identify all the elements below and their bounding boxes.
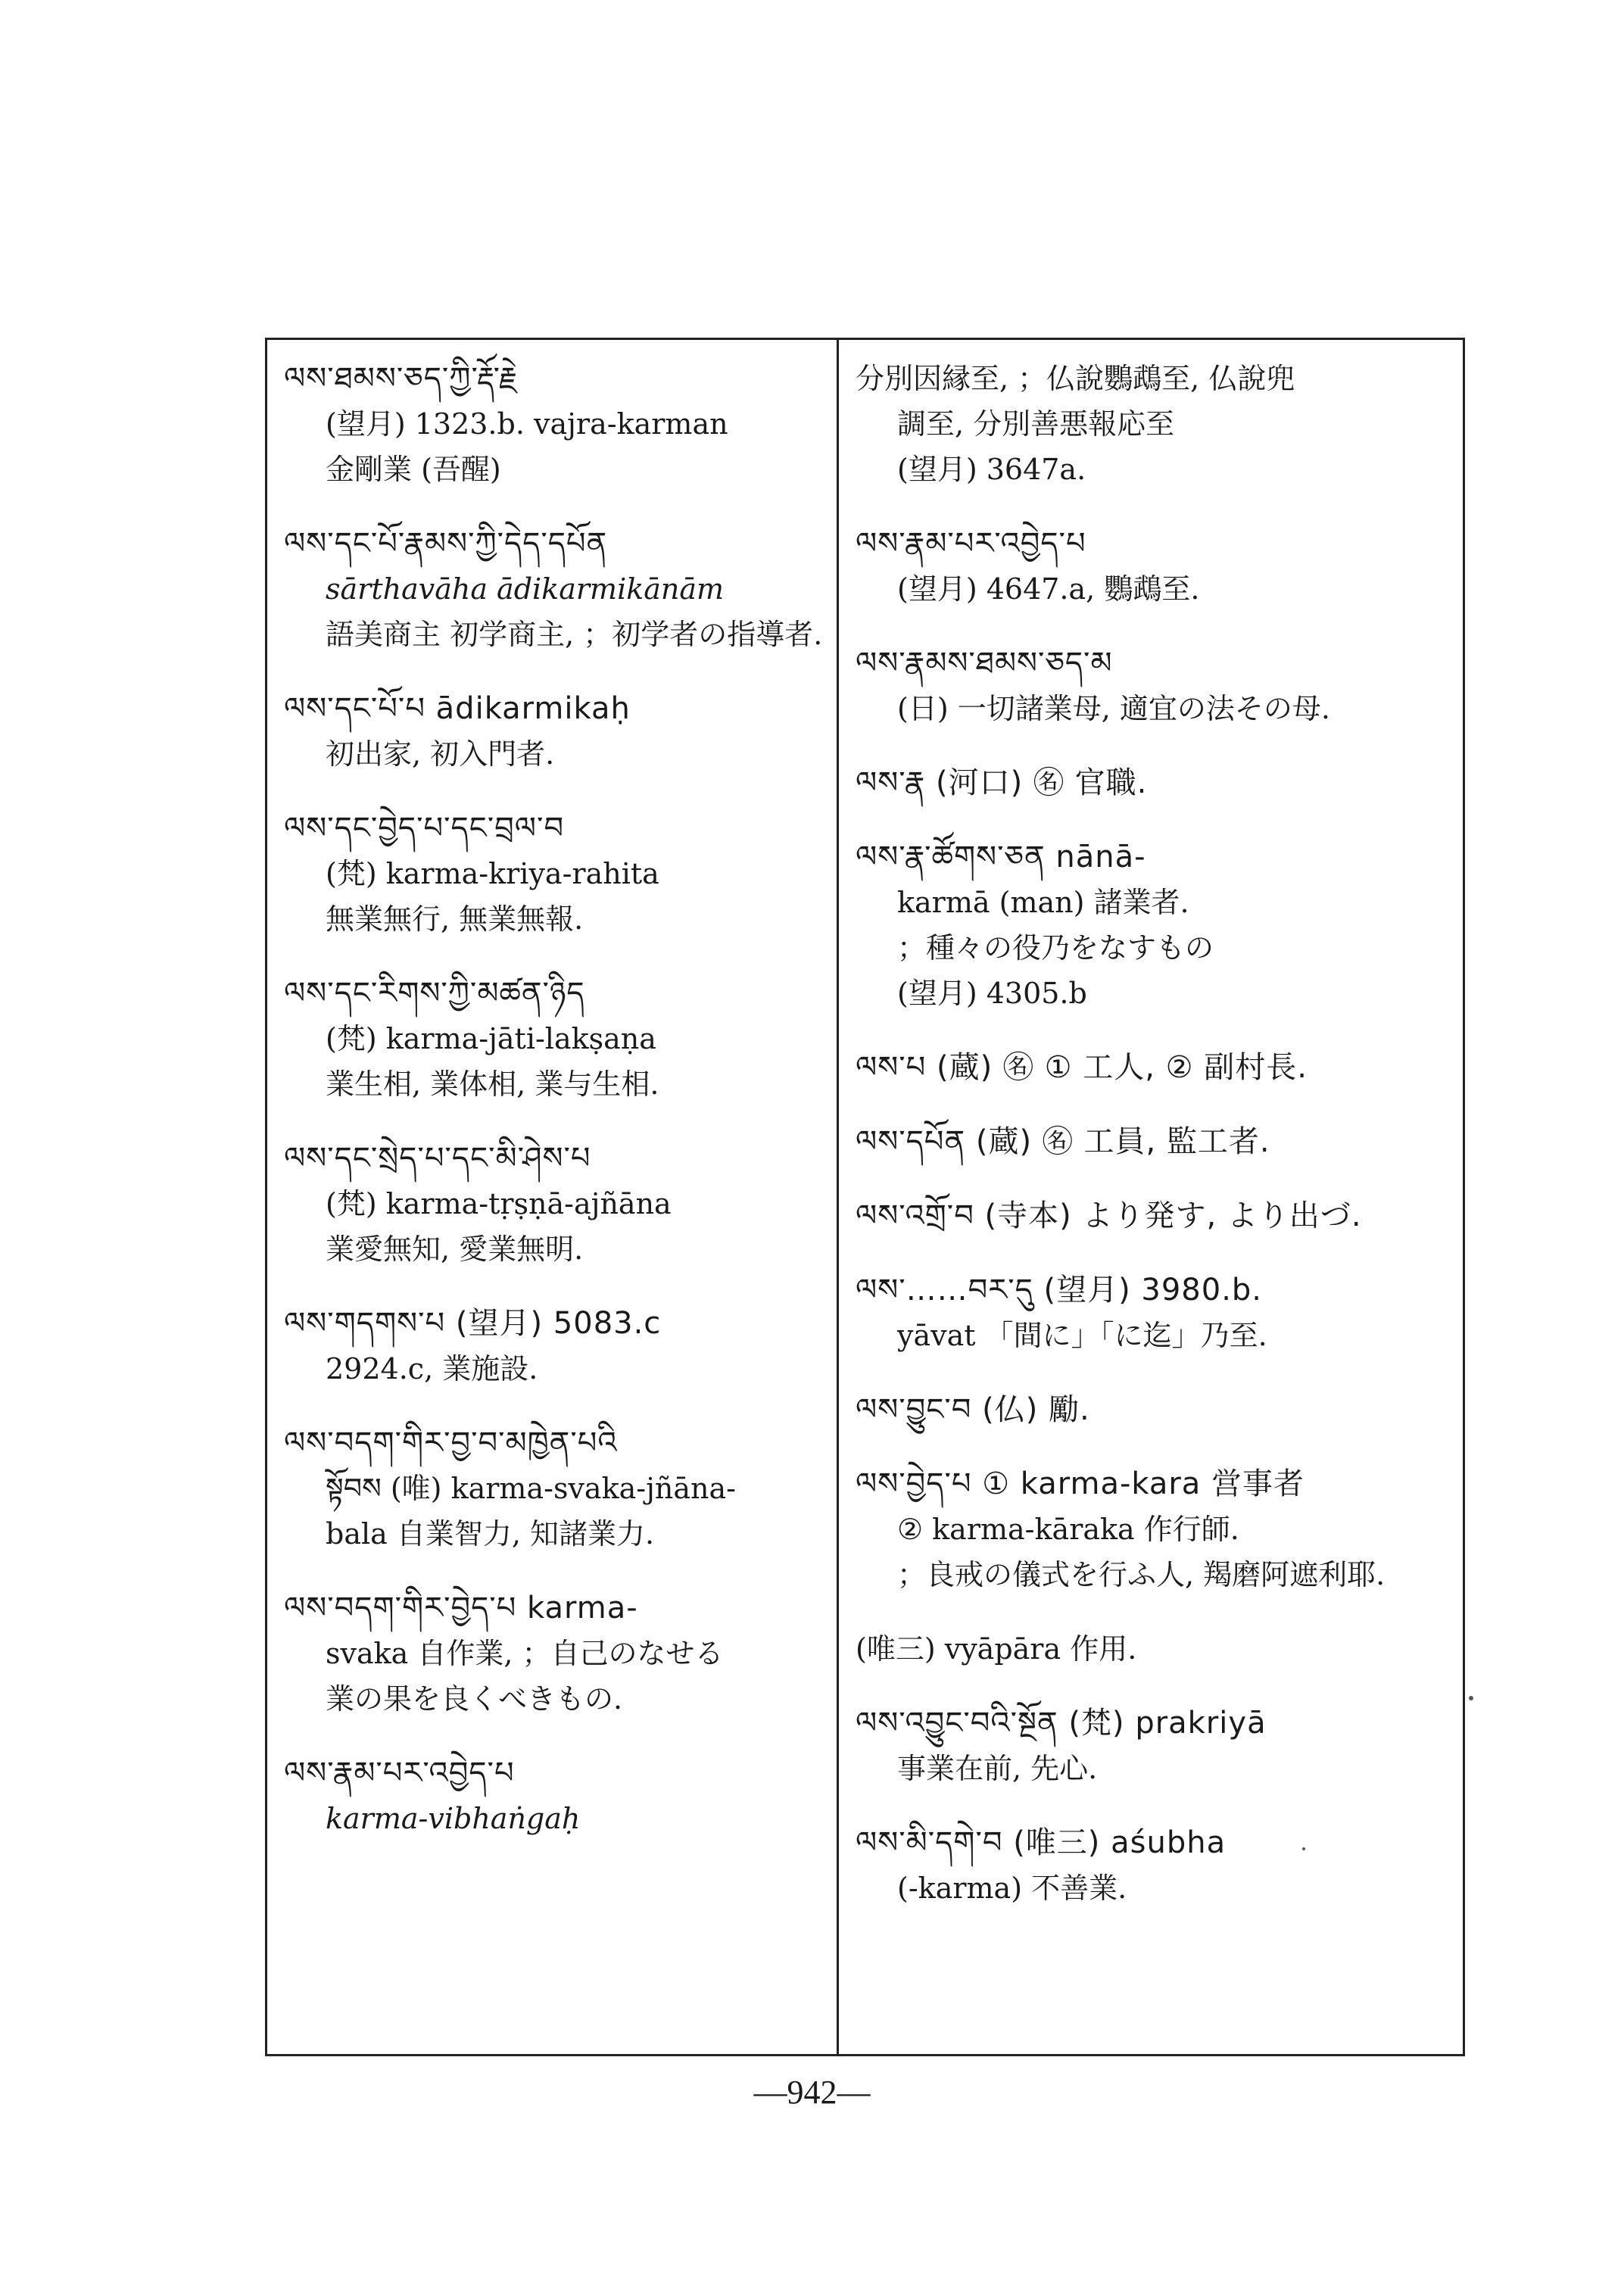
entry-headword: ལས་འབྱུང་བའི་སྔོན (梵) prakriyā bbox=[856, 1706, 1267, 1741]
entry-gloss: (望月) 4647.a, 鸚鵡至. bbox=[897, 572, 1200, 606]
entry-gloss: (梵) karma-tṛṣṇā-ajñāna bbox=[326, 1187, 672, 1220]
entry-gloss: (望月) 3647a. bbox=[897, 453, 1086, 486]
dictionary-entry bbox=[856, 1045, 1457, 1090]
entry-headword: (唯三) vyāpāra 作用. bbox=[856, 1632, 1137, 1666]
dictionary-entry bbox=[856, 1700, 1457, 1791]
entry-gloss: སྟོབས (唯) karma-svaka-jñāna- bbox=[326, 1472, 736, 1505]
scan-speck bbox=[1302, 1847, 1305, 1850]
entry-headword: ལས་མི་དགེ་བ (唯三) aśubha bbox=[856, 1825, 1227, 1860]
entry-headword: ལས་རྣམས་ཐམས་ཅད་མ bbox=[856, 646, 1113, 681]
entry-gloss: sārthavāha ādikarmikānām bbox=[326, 572, 725, 606]
dictionary-entry bbox=[284, 521, 825, 657]
entry-headword: ལས་ཐམས་ཅད་ཀྱི་རྡོ་རྗེ bbox=[284, 361, 519, 396]
entry-gloss: 事業在前, 先心. bbox=[897, 1752, 1098, 1785]
entry-gloss: svaka 自作業, ；自己のなせる bbox=[326, 1637, 724, 1670]
entry-gloss: 2924.c, 業施設. bbox=[326, 1352, 538, 1385]
dictionary-entry bbox=[856, 1267, 1457, 1358]
dictionary-entry bbox=[856, 356, 1457, 492]
entry-gloss: 調至, 分別善悪報応至 bbox=[897, 407, 1175, 441]
dictionary-entry bbox=[856, 760, 1457, 806]
entry-gloss: (望月) 1323.b. vajra-karman bbox=[326, 407, 728, 441]
entry-headword: ལས་རྣ་ཚོགས་ཅན nānā- bbox=[856, 840, 1146, 874]
entry-headword: ལས་བདག་གིར་བྱེད་པ karma- bbox=[284, 1591, 638, 1625]
dictionary-entry bbox=[284, 1420, 825, 1557]
dictionary-entry bbox=[856, 1461, 1457, 1597]
entry-headword: ལས་རྣམ་པར་འབྱེད་པ bbox=[856, 526, 1086, 561]
entry-gloss: (望月) 4305.b bbox=[897, 977, 1087, 1010]
dictionary-entry bbox=[856, 1119, 1457, 1164]
entry-headword: ལས་དང་སྲེད་པ་དང་མི་ཤེས་པ bbox=[284, 1141, 591, 1176]
dictionary-entry bbox=[856, 834, 1457, 1016]
entry-gloss: karma-vibhaṅgaḥ bbox=[326, 1802, 581, 1835]
dictionary-entry bbox=[284, 1750, 825, 1841]
entry-gloss: (梵) karma-kriya-rahita bbox=[326, 857, 659, 890]
entry-gloss: bala 自業智力, 知諸業力. bbox=[326, 1517, 655, 1551]
entry-headword: ལས་རྣ (河口) ㊔ 官職. bbox=[856, 765, 1148, 800]
entry-gloss: 業生相, 業体相, 業与生相. bbox=[326, 1068, 659, 1101]
entry-headword: ལས་པ (蔵) ㊔ ① 工人, ② 副村長. bbox=[856, 1050, 1308, 1085]
entry-headword: ལས་འགྲོ་བ (寺本) より発す, より出づ. bbox=[856, 1198, 1362, 1233]
dictionary-entry bbox=[856, 1387, 1457, 1432]
entry-headword: ལས་དང་པོ་པ ādikarmikaḥ bbox=[284, 691, 631, 726]
page-number: —942— bbox=[753, 2074, 871, 2111]
entry-gloss: ② karma-kāraka 作行師. bbox=[897, 1513, 1239, 1546]
dictionary-entry bbox=[856, 641, 1457, 731]
entry-headword: ལས་བདག་གིར་བྱ་བ་མཁྱེན་པའི bbox=[284, 1426, 618, 1460]
entry-gloss: ；良戒の儀式を行ふ人, 羯磨阿遮利耶. bbox=[897, 1558, 1386, 1591]
dictionary-entry bbox=[284, 1301, 825, 1392]
entry-headword: ལས་རྣམ་པར་འབྱེད་པ bbox=[284, 1756, 515, 1791]
dictionary-entry bbox=[284, 686, 825, 777]
entry-gloss: (日) 一切諸業母, 適宜の法その母. bbox=[897, 692, 1330, 725]
entry-headword: ལས་གདགས་པ (望月) 5083.c bbox=[284, 1306, 662, 1341]
scan-speck bbox=[1469, 1696, 1473, 1700]
dictionary-entry bbox=[284, 1136, 825, 1272]
entry-gloss: 業愛無知, 愛業無明. bbox=[326, 1233, 584, 1266]
entry-gloss: (梵) karma-jāti-lakṣaṇa bbox=[326, 1022, 656, 1055]
entry-gloss: 業の果を良くべきもの. bbox=[326, 1682, 623, 1716]
dictionary-entry bbox=[856, 1193, 1457, 1239]
dictionary-entry bbox=[856, 521, 1457, 612]
entry-headword: ལས་དང་བྱེད་པ་དང་བྲལ་བ bbox=[284, 811, 565, 846]
entry-headword: ལས་དཔོན (蔵) ㊔ 工員, 監工者. bbox=[856, 1124, 1270, 1159]
entry-headword: ལས་བྱུང་བ (仏) 勵. bbox=[856, 1392, 1090, 1427]
entry-gloss: (-karma) 不善業. bbox=[897, 1872, 1127, 1905]
dictionary-entry bbox=[284, 1585, 825, 1722]
right-column bbox=[856, 356, 1457, 1940]
dictionary-entry bbox=[856, 1820, 1457, 1911]
entry-headword: ལས་དང་རིགས་ཀྱི་མཚན་ཉིད bbox=[284, 976, 585, 1011]
entry-gloss: 初出家, 初入門者. bbox=[326, 737, 555, 771]
entry-gloss: yāvat 「間に」「に迄」乃至. bbox=[897, 1319, 1267, 1352]
dictionary-entry bbox=[284, 356, 825, 492]
entry-gloss: 語美商主 初学商主, ；初学者の指導者. bbox=[326, 618, 823, 651]
dictionary-entry bbox=[284, 971, 825, 1107]
entry-headword: ལས་……བར་དུ (望月) 3980.b. bbox=[856, 1273, 1263, 1308]
entry-headword: ལས་དང་པོ་རྣམས་ཀྱི་དེད་དཔོན bbox=[284, 526, 608, 561]
entry-headword: ལས་བྱེད་པ ① karma-kara 営事者 bbox=[856, 1466, 1305, 1501]
dictionary-entry bbox=[856, 1626, 1457, 1672]
entry-gloss: ；種々の役乃をなすもの bbox=[897, 931, 1214, 965]
entry-gloss: karmā (man) 諸業者. bbox=[897, 886, 1189, 919]
entry-gloss: 無業無行, 無業無報. bbox=[326, 902, 584, 936]
entry-gloss: 金剛業 (吾醒) bbox=[326, 453, 501, 486]
column-divider bbox=[837, 338, 839, 2056]
entry-headword: 分別因縁至, ；仏說鸚鵡至, 仏說兜 bbox=[856, 362, 1295, 395]
dictionary-entry bbox=[284, 806, 825, 942]
left-column bbox=[284, 356, 825, 1870]
